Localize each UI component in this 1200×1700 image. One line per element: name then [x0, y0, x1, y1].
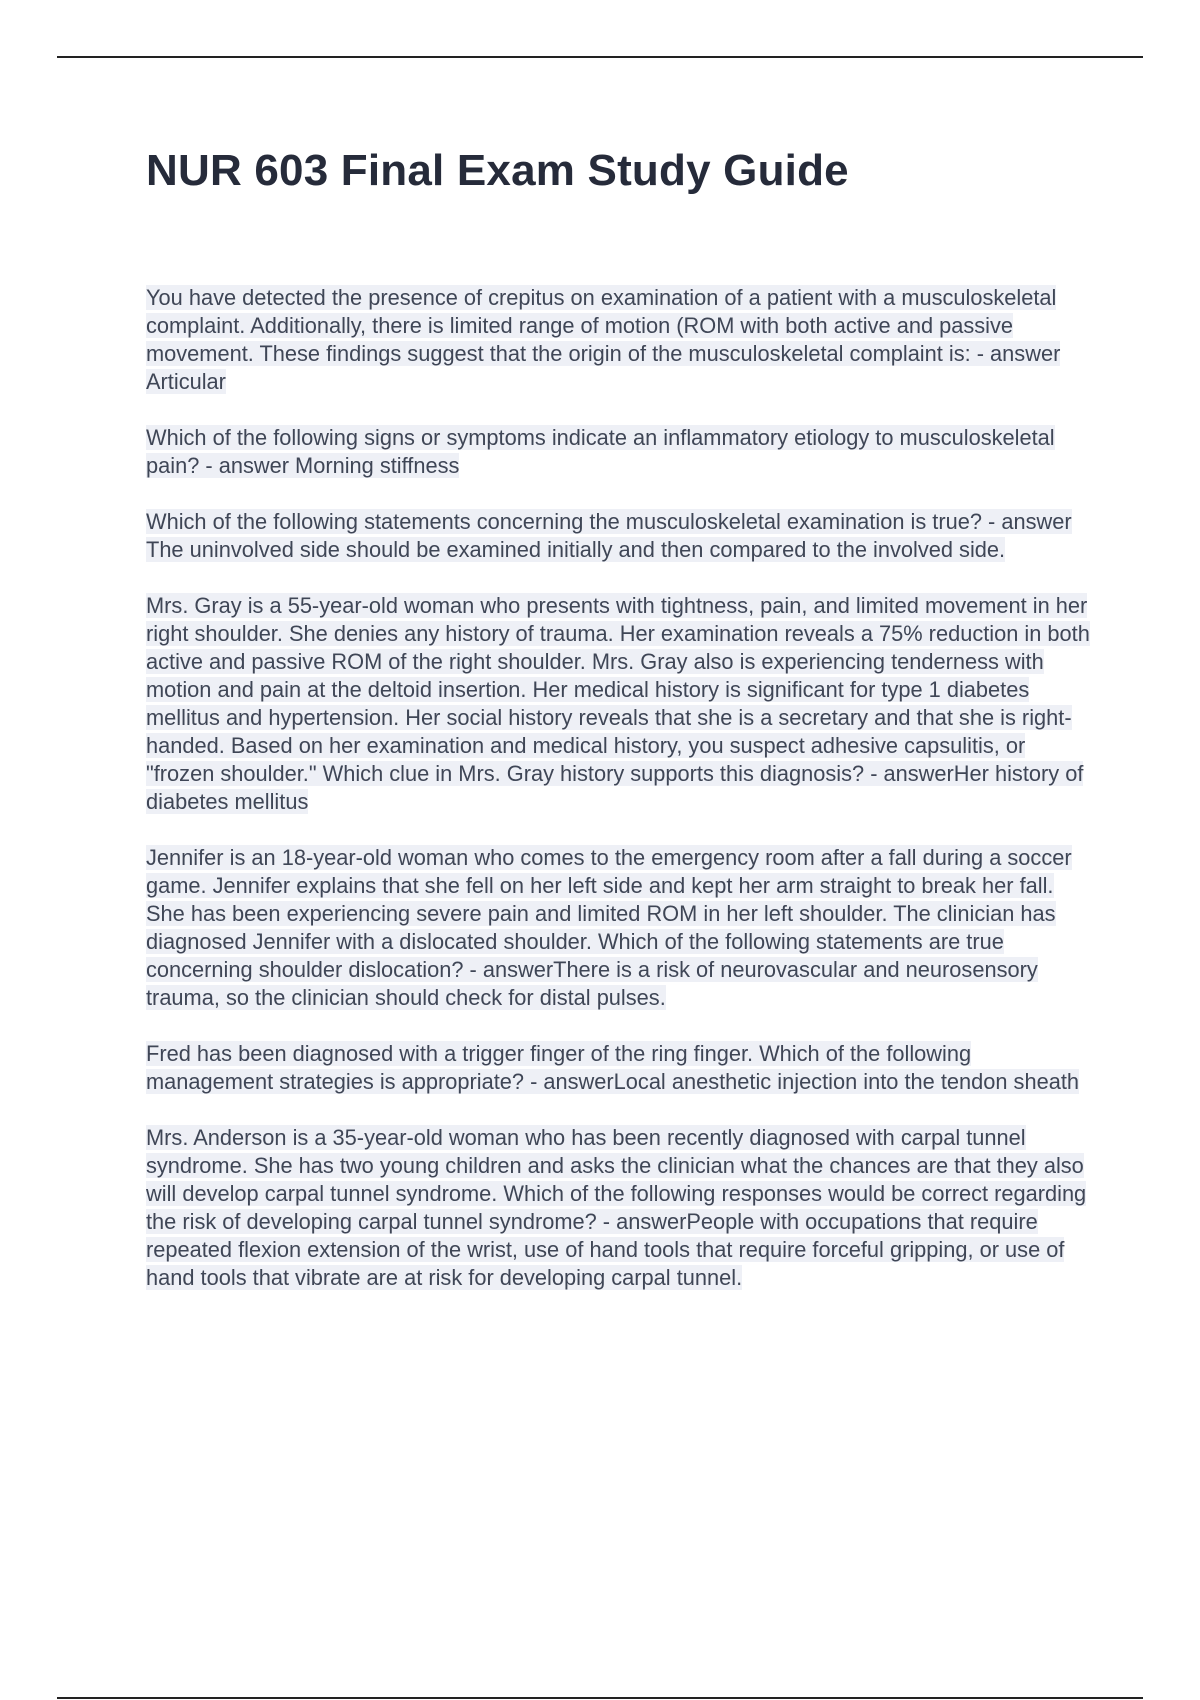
footer-rule — [57, 1697, 1143, 1699]
answer-text: People with occupations that require repeated flexion extension of the wrist, use of hand tools that require forceful gripping, or use of hand tools that vibrate are at risk for developing carpal tunnel. — [146, 1209, 1065, 1290]
answer-separator: - answer — [199, 453, 296, 478]
question-text: Mrs. Anderson is a 35-year-old woman who has been recently diagnosed with carpal tunnel syndrome. She has two young children and asks the clinician what the chances are that they also will develop carpal tunnel syndrome. Which of the following responses would be correct regarding the risk of developing carpal tunnel syndrome? — [146, 1125, 1087, 1234]
qa-item — [146, 508, 1096, 564]
qa-item — [146, 1124, 1096, 1292]
qa-list — [146, 284, 1096, 1320]
answer-text: The uninvolved side should be examined initially and then compared to the involved side. — [146, 537, 1006, 562]
qa-item — [146, 1040, 1096, 1096]
answer-text: Articular — [146, 369, 226, 394]
header-rule — [57, 56, 1143, 58]
qa-item — [146, 284, 1096, 396]
question-text: Which of the following statements concerning the musculoskeletal examination is true? — [146, 509, 982, 534]
answer-separator: - answer — [981, 509, 1072, 534]
qa-item — [146, 592, 1096, 816]
answer-text: Local anesthetic injection into the tendon sheath — [613, 1069, 1080, 1094]
question-text: Jennifer is an 18-year-old woman who comes to the emergency room after a fall during a soccer game. Jennifer explains that she fell on her left side and kept her arm straight to break her fall. She has been experiencing severe pain and limited ROM in her left shoulder. The clinician has diagnosed Jennifer with a dislocated shoulder. Which of the following statements are true concerning shoulder dislocation? — [146, 845, 1072, 982]
qa-item — [146, 424, 1096, 480]
answer-separator: - answer — [970, 341, 1061, 366]
answer-text: There is a risk of neurovascular and neurosensory trauma, so the clinician should check for distal pulses. — [146, 957, 1038, 1010]
qa-item — [146, 844, 1096, 1012]
answer-separator: - answer — [864, 761, 954, 786]
question-text: Fred has been diagnosed with a trigger finger of the ring finger. Which of the following management strategies is appropriate? — [146, 1041, 972, 1094]
answer-separator: - answer — [463, 957, 554, 982]
answer-text: Her history of diabetes mellitus — [146, 761, 1084, 814]
answer-separator: - answer — [524, 1069, 614, 1094]
question-text: Mrs. Gray is a 55-year-old woman who presents with tightness, pain, and limited movement in her right shoulder. She denies any history of trauma. Her examination reveals a 75% reduction in both active and passive ROM of the right shoulder. Mrs. Gray also is experiencing tenderness with motion and pain at the deltoid insertion. Her medical history is significant for type 1 diabetes mellitus and hypertension. Her social history reveals that she is a secretary and that she is right-handed. Based on her examination and medical history, you suspect adhesive capsulitis, or "frozen shoulder." Which clue in Mrs. Gray history supports this diagnosis? — [146, 593, 1090, 786]
question-text: Which of the following signs or symptoms indicate an inflammatory etiology to musculoskeletal pain? — [146, 425, 1055, 478]
answer-text: Morning stiffness — [295, 453, 460, 478]
question-text: You have detected the presence of crepitus on examination of a patient with a musculoskeletal complaint. Additionally, there is limited range of motion (ROM with both active and passive movement. These findings suggest that the origin of the musculoskeletal complaint is: — [146, 285, 1057, 366]
document-title: NUR 603 Final Exam Study Guide — [146, 146, 849, 195]
answer-separator: - answer — [596, 1209, 687, 1234]
